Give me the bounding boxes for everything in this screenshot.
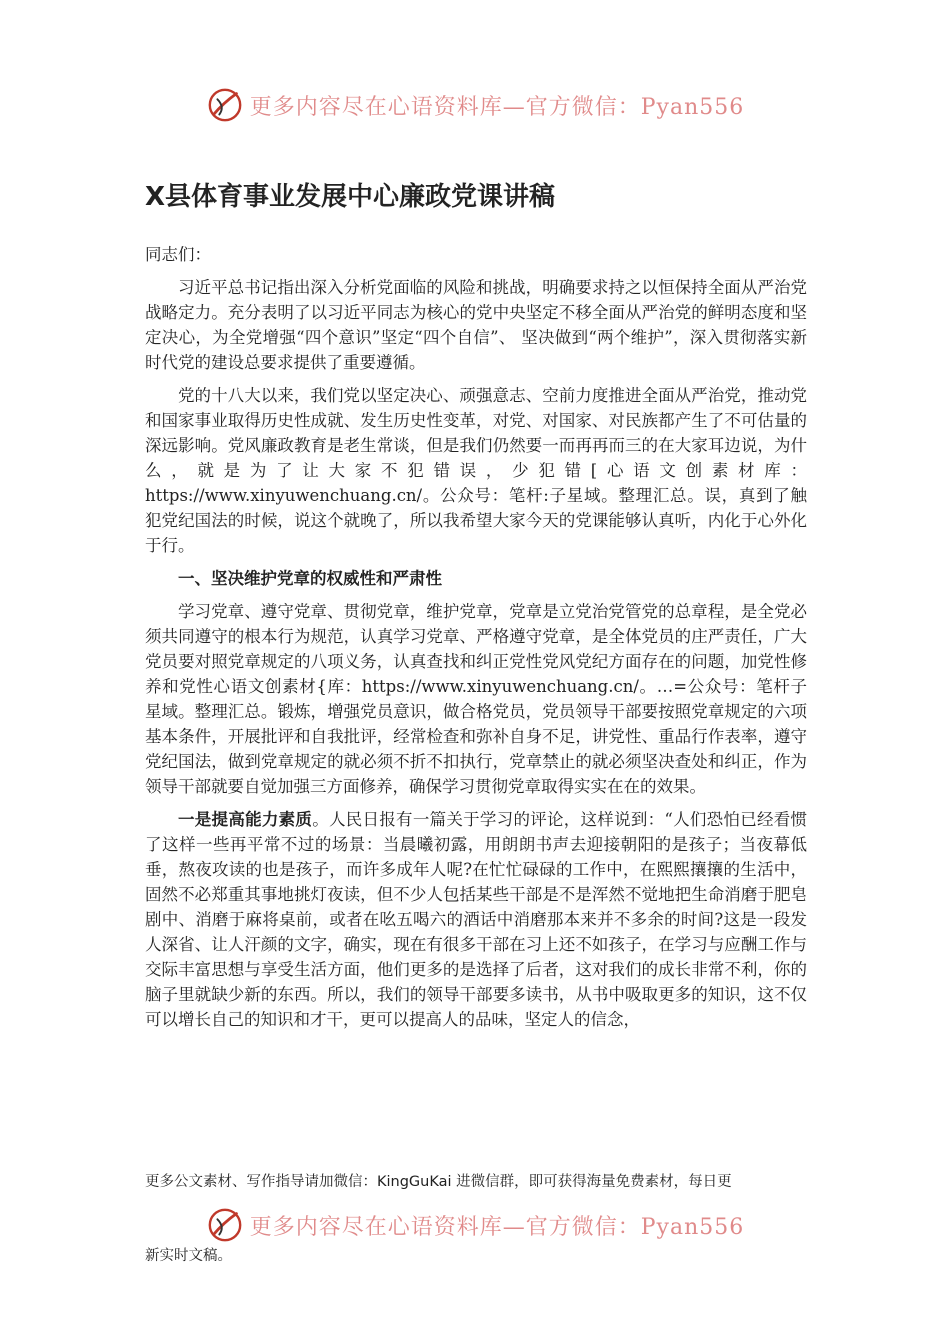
document-body [145, 178, 807, 1040]
banner-text: 更多内容尽在心语资料库—官方微信：Pyan556 [249, 94, 745, 120]
banner-text: 更多内容尽在心语资料库—官方微信：Pyan556 [249, 1214, 745, 1240]
greeting: 同志们： [145, 245, 211, 264]
paragraph-4 [145, 807, 807, 1032]
paragraph-1: 习近平总书记指出深入分析党面临的风险和挑战，明确要求持之以恒保持全面从严治党战略定力。充分表明了以习近平同志为核心的党中央坚定不移全面从严治党的鲜明态度和坚定决心，为全党增强“四个意识”坚定“四个自信”、 坚决做到“两个维护”，深入贯彻落实新时代党的建设总要求提供了重要遵循。 [145, 278, 807, 372]
footer-note: 更多公文素材、写作指导请加微信：KingGuKai 进微信群，即可获得海量免费素材，每日更 [145, 1174, 732, 1190]
footer-note-continued: 新实时文稿。 [145, 1248, 232, 1264]
paragraph-3: 学习党章、遵守党章、贯彻党章，维护党章，党章是立党治党管党的总章程，是全党必须共同遵守的根本行为规范，认真学习党章、严格遵守党章，是全体党员的庄严责任，广大党员要对照党章规定的八项义务，认真查找和纠正党性党风党纪方面存在的问题，加党性修养和党性心语文创素材{库：https://www.xinyuwenchuang.cn/。…=公众号：笔杆子星域。整理汇总。锻炼，增强党员意识，做合格党员，党员领导干部要按照党章规定的六项基本条件，开展批评和自我批评，经常检查和弥补自身不足，讲党性、重品行作表率，遵守党纪国法，做到党章规定的就必须不折不扣执行，党章禁止的就必须坚决查处和纠正，作为领导干部就要自觉加强三方面修养，确保学习贯彻党章取得实实在在的效果。 [145, 602, 807, 796]
section-heading-1: 一、坚决维护党章的权威性和严肃性 [178, 569, 442, 588]
paragraph-2: 党的十八大以来，我们党以坚定决心、顽强意志、空前力度推进全面从严治党，推动党和国家事业取得历史性成就、发生历史性变革，对党、对国家、对民族都产生了不可估量的深远影响。党风廉政教育是老生常谈，但是我们仍然要一而再再而三的在大家耳边说，为什么，就是为了让大家不犯错误，少犯错[心语文创素材库：https://www.xinyuwenchuang.cn/。公众号：笔杆:子星域。整理汇总。误，真到了触犯党纪国法的时候，说这个就晚了，所以我希望大家今天的党课能够认真听，内化于心外化于行。 [145, 386, 807, 555]
calligraphy-brush-logo-icon [206, 1206, 244, 1244]
document-title: X县体育事业发展中心廉政党课讲稿 [145, 182, 556, 212]
footer-banner [0, 1206, 950, 1244]
calligraphy-brush-logo-icon [206, 86, 244, 124]
paragraph-4-lead: 一是提高能力素质 [178, 810, 313, 829]
paragraph-4-text: 。人民日报有一篇关于学习的评论，这样说到：“人们恐怕已经看惯了这样一些再平常不过的场景：当晨曦初露，用朗朗书声去迎接朝阳的是孩子；当夜幕低垂，熬夜攻读的也是孩子，而许多成年人呢?在忙忙碌碌的工作中，在熙熙攘攘的生活中，固然不必郑重其事地挑灯夜读，但不少人包括某些干部是不是浑然不觉地把生命消磨于肥皂剧中、消磨于麻将桌前，或者在吆五喝六的酒话中消磨那本来并不多余的时间?这是一段发人深省、让人汗颜的文字，确实，现在有很多干部在习上还不如孩子，在学习与应酬工作与交际丰富思想与享受生活方面，他们更多的是选择了后者，这对我们的成长非常不利，你的脑子里就缺少新的东西。所以，我们的领导干部要多读书，从书中吸取更多的知识，这不仅可以增长自己的知识和才干，更可以提高人的品味，坚定人的信念， [145, 810, 808, 1029]
header-banner [0, 86, 950, 124]
